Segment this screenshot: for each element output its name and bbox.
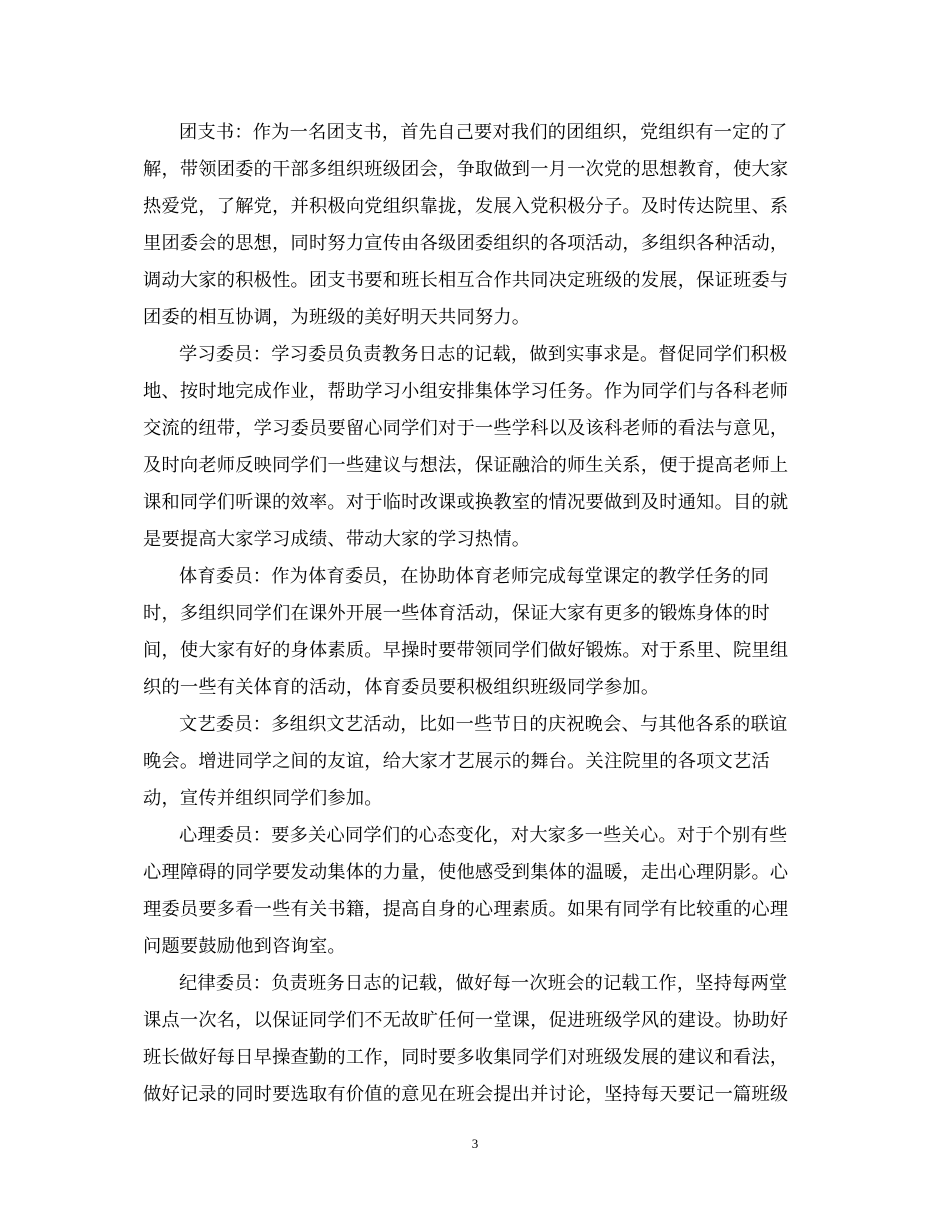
paragraph-line: 学习委员：学习委员负责教务日志的记载，做到实事求是。督促同学们积极	[179, 344, 788, 365]
paragraph-line: 问题要鼓励他到咨询室。	[143, 936, 346, 957]
paragraph-line: 团委的相互协调，为班级的美好明天共同努力。	[143, 307, 531, 328]
paragraph-line: 调动大家的积极性。团支书要和班长相互合作共同决定班级的发展，保证班委与	[143, 270, 789, 291]
paragraph-line: 间，使大家有好的身体素质。早操时要带领同学们做好锻炼。对于系里、院里组	[143, 640, 789, 661]
paragraph-line: 纪律委员：负责班务日志的记载，做好每一次班会的记载工作，坚持每两堂	[179, 973, 788, 994]
paragraph-line: 晚会。增进同学之间的友谊，给大家才艺展示的舞台。关注院里的各项文艺活	[143, 751, 770, 772]
paragraph-line: 理委员要多看一些有关书籍，提高自身的心理素质。如果有同学有比较重的心理	[143, 899, 789, 920]
paragraph-line: 时，多组织同学们在课外开展一些体育活动，保证大家有更多的锻炼身体的时	[143, 603, 770, 624]
paragraph-line: 交流的纽带，学习委员要留心同学们对于一些学科以及该科老师的看法与意见，	[143, 418, 789, 439]
paragraph-line: 及时向老师反映同学们一些建议与想法，保证融洽的师生关系，便于提高老师上	[143, 455, 789, 476]
paragraph-line: 地、按时地完成作业，帮助学习小组安排集体学习任务。作为同学们与各科老师	[143, 381, 789, 402]
paragraph-line: 班长做好每日早操查勤的工作，同时要多收集同学们对班级发展的建议和看法，	[143, 1047, 789, 1068]
paragraph-line: 团支书：作为一名团支书，首先自己要对我们的团组织，党组织有一定的了	[179, 122, 788, 143]
paragraph-line: 课点一次名，以保证同学们不无故旷任何一堂课，促进班级学风的建设。协助好	[143, 1010, 789, 1031]
paragraph-line: 体育委员：作为体育委员，在协助体育老师完成每堂课定的教学任务的同	[179, 566, 770, 587]
paragraph-line: 心理委员：要多关心同学们的心态变化，对大家多一些关心。对于个别有些	[179, 825, 788, 846]
paragraph-line: 做好记录的同时要选取有价值的意见在班会提出并讨论，坚持每天要记一篇班级	[143, 1084, 789, 1105]
paragraph-line: 织的一些有关体育的活动，体育委员要积极组织班级同学参加。	[143, 677, 660, 698]
paragraph-line: 是要提高大家学习成绩、带动大家的学习热情。	[143, 529, 531, 550]
paragraph-line: 里团委会的思想，同时努力宣传由各级团委组织的各项活动，多组织各种活动，	[143, 233, 789, 254]
paragraph-line: 热爱党，了解党，并积极向党组织靠拢，发展入党积极分子。及时传达院里、系	[143, 196, 789, 217]
paragraph-line: 解，带领团委的干部多组织班级团会，争取做到一月一次党的思想教育，使大家	[143, 159, 789, 180]
paragraph-line: 动，宣传并组织同学们参加。	[143, 788, 383, 809]
paragraph-line: 文艺委员：多组织文艺活动，比如一些节日的庆祝晚会、与其他各系的联谊	[179, 714, 788, 735]
page-number: 3	[471, 1136, 479, 1151]
paragraph-line: 课和同学们听课的效率。对于临时改课或换教室的情况要做到及时通知。目的就	[143, 492, 789, 513]
paragraph-line: 心理障碍的同学要发动集体的力量，使他感受到集体的温暖，走出心理阴影。心	[143, 862, 789, 883]
